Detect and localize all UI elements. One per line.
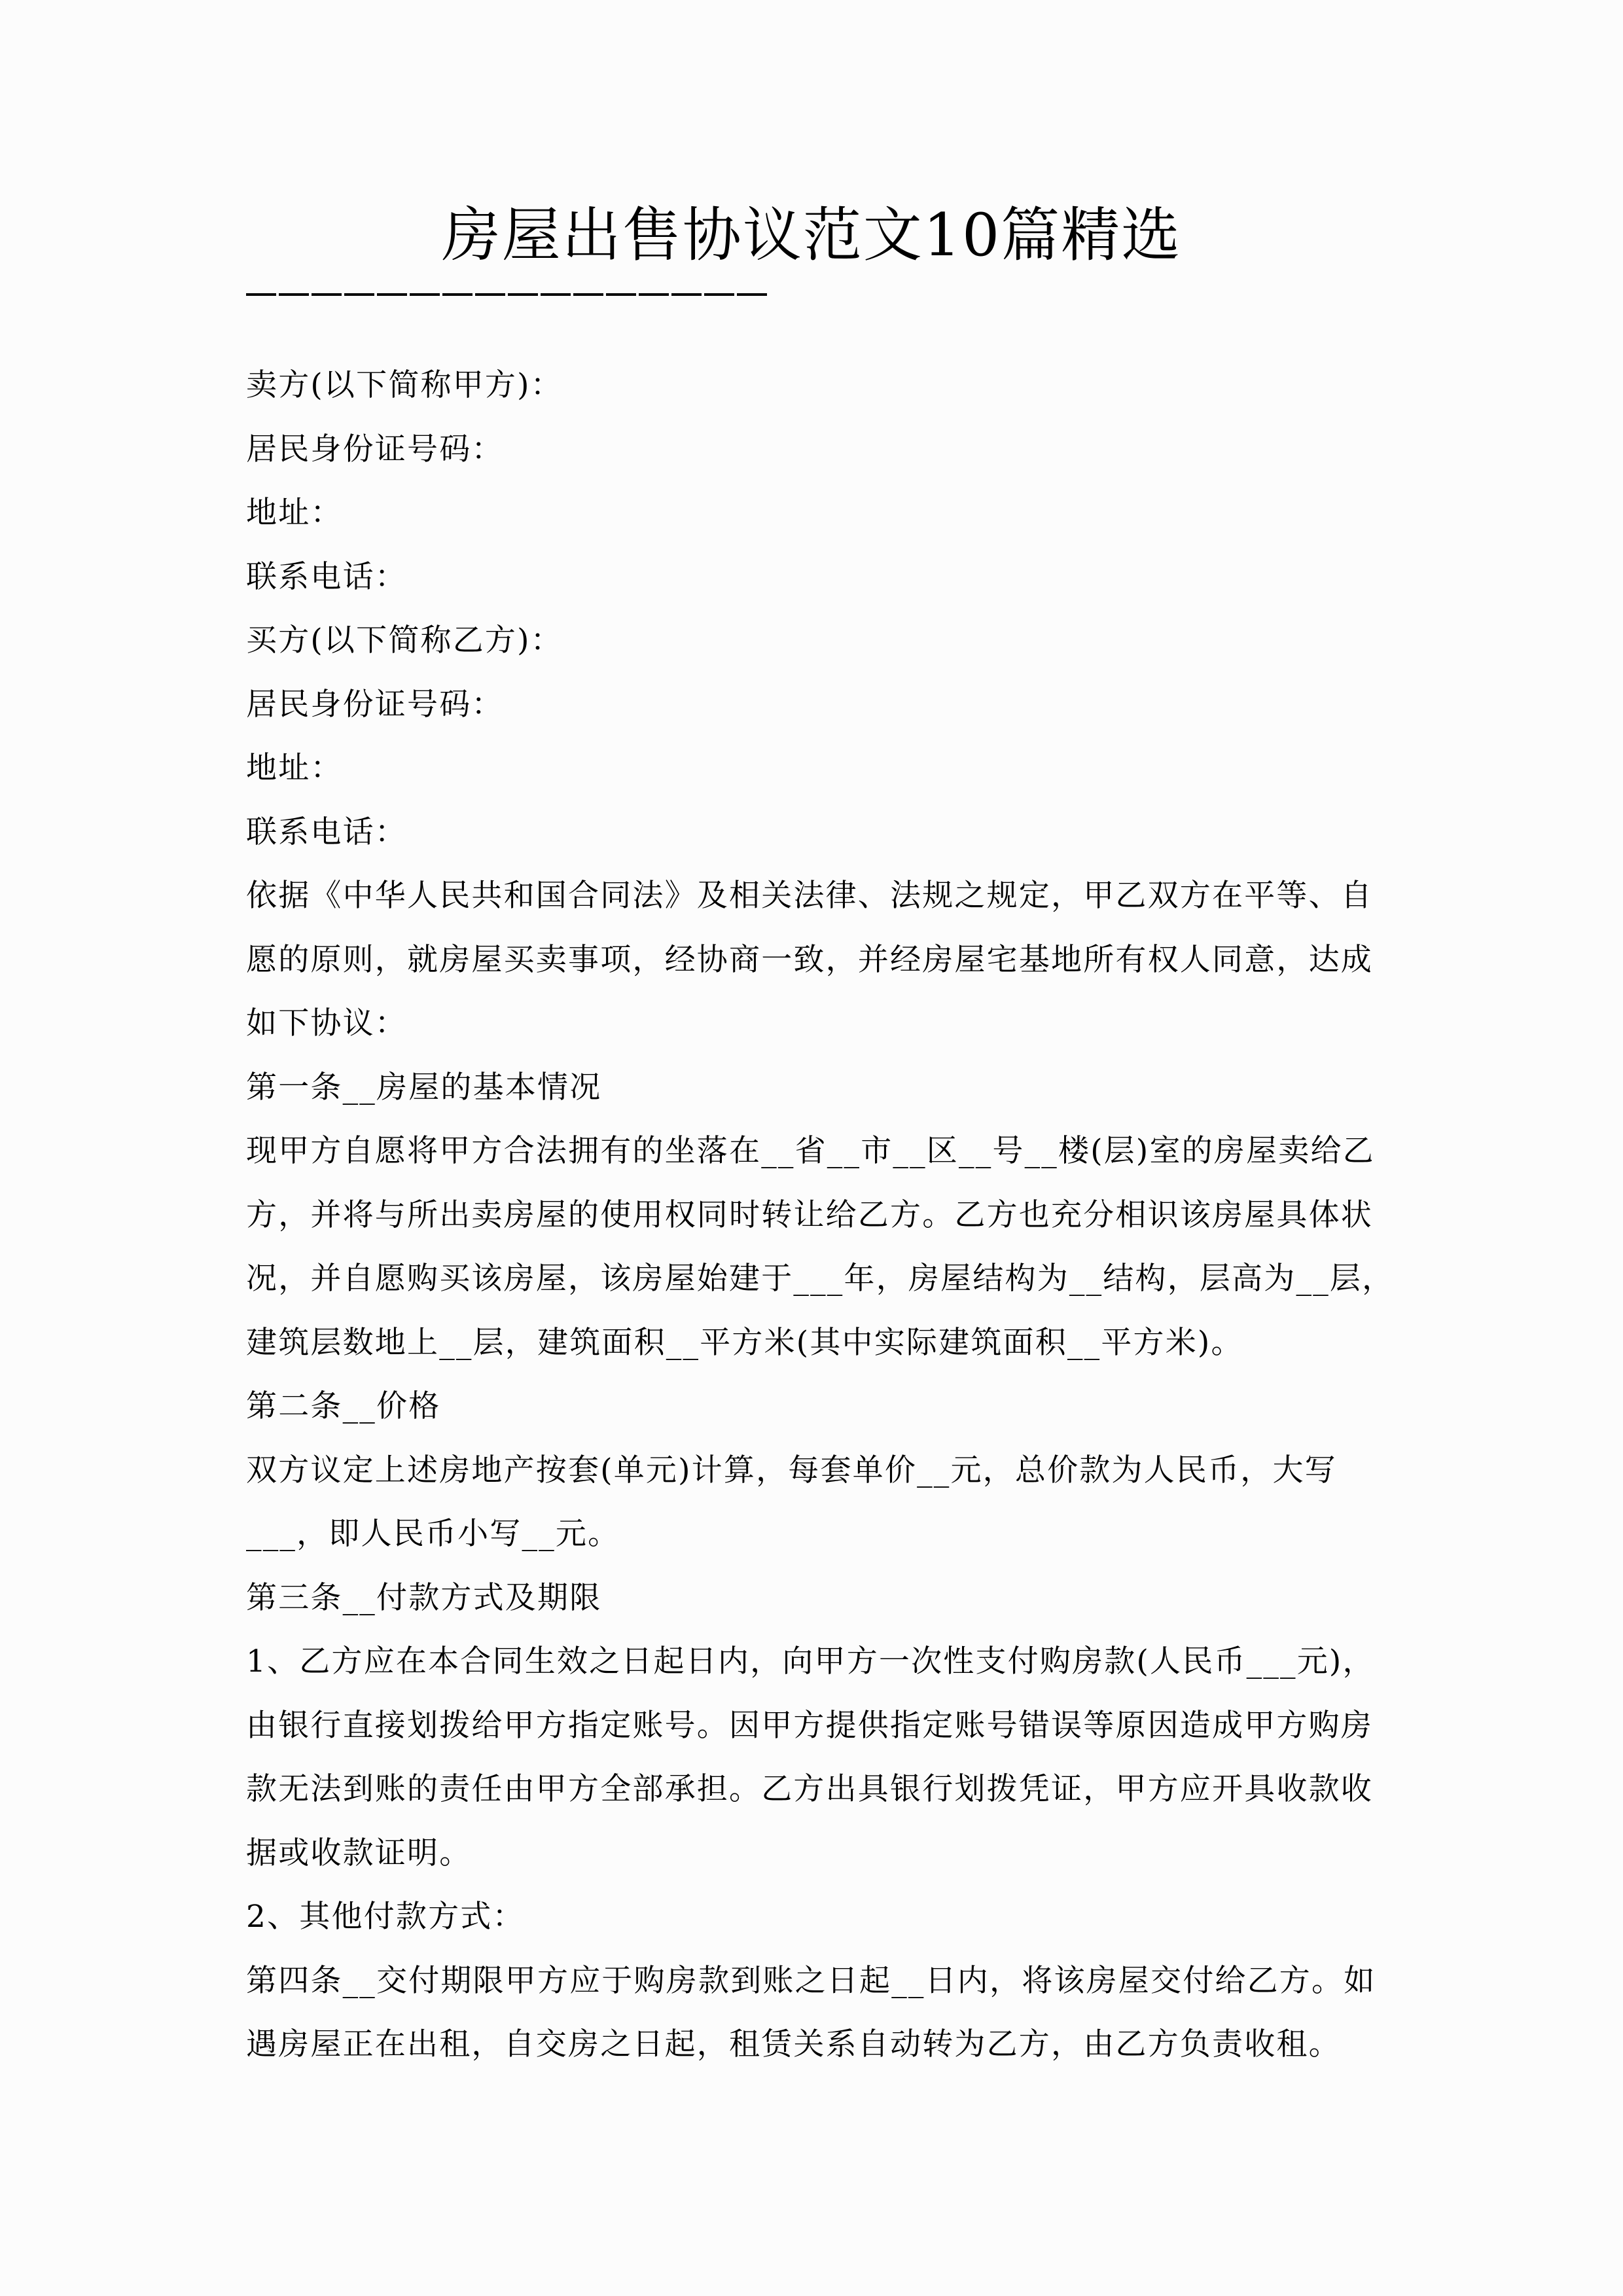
preamble-line: 依据《中华人民共和国合同法》及相关法律、法规之规定，甲乙双方在平等、自 bbox=[246, 878, 1373, 914]
article-3-item-1: 1、乙方应在本合同生效之日起日内，向甲方一次性支付购房款(人民币___元)， bbox=[246, 1643, 1375, 1679]
article-1-text: 现甲方自愿将甲方合法拥有的坐落在__省__市__区__号__楼(层)室的房屋卖给乙 bbox=[246, 1133, 1375, 1169]
article-4-text: 第四条__交付期限甲方应于购房款到账之日起__日内，将该房屋交付给乙方。如 bbox=[246, 1962, 1376, 1999]
buyer-address-label: 地址： bbox=[246, 750, 343, 786]
preamble-line: 如下协议： bbox=[246, 1005, 407, 1041]
article-3-item-1: 由银行直接划拨给甲方指定账号。因甲方提供指定账号错误等原因造成甲方购房 bbox=[246, 1707, 1373, 1744]
article-3-heading: 第三条__付款方式及期限 bbox=[246, 1579, 602, 1616]
article-1-text: 方，并将与所出卖房屋的使用权同时转让给乙方。乙方也充分相识该房屋具体状 bbox=[246, 1196, 1373, 1233]
article-4-text: 遇房屋正在出租，自交房之日起，租赁关系自动转为乙方，由乙方负责收租。 bbox=[246, 2026, 1341, 2062]
document-title: 房屋出售协议范文10篇精选 bbox=[441, 201, 1182, 270]
seller-phone-label: 联系电话： bbox=[246, 558, 407, 595]
buyer-label: 买方(以下简称乙方)： bbox=[246, 622, 563, 658]
article-3-item-1: 款无法到账的责任由甲方全部承担。乙方出具银行划拨凭证，甲方应开具收款收 bbox=[246, 1771, 1373, 1807]
seller-label: 卖方(以下简称甲方)： bbox=[246, 367, 563, 403]
document-body bbox=[246, 353, 1395, 2077]
article-1-heading: 第一条__房屋的基本情况 bbox=[246, 1069, 602, 1105]
seller-id-label: 居民身份证号码： bbox=[246, 431, 504, 467]
article-1-text: 建筑层数地上__层，建筑面积__平方米(其中实际建筑面积__平方米)。 bbox=[246, 1324, 1243, 1361]
preamble-line: 愿的原则，就房屋买卖事项，经协商一致，并经房屋宅基地所有权人同意，达成 bbox=[246, 941, 1373, 978]
seller-address-label: 地址： bbox=[246, 495, 343, 531]
article-3-item-1: 据或收款证明。 bbox=[246, 1835, 472, 1871]
article-2-text: 双方议定上述房地产按套(单元)计算，每套单价__元，总价款为人民币，大写 bbox=[246, 1452, 1337, 1488]
article-1-text: 况，并自愿购买该房屋，该房屋始建于___年，房屋结构为__结构，层高为__层， bbox=[246, 1261, 1395, 1297]
article-3-item-2: 2、其他付款方式： bbox=[246, 1899, 525, 1935]
article-2-text: ___，即人民币小写__元。 bbox=[246, 1516, 620, 1552]
buyer-id-label: 居民身份证号码： bbox=[246, 686, 504, 723]
article-2-heading: 第二条__价格 bbox=[246, 1388, 441, 1424]
buyer-phone-label: 联系电话： bbox=[246, 814, 407, 850]
title-divider bbox=[246, 293, 770, 296]
